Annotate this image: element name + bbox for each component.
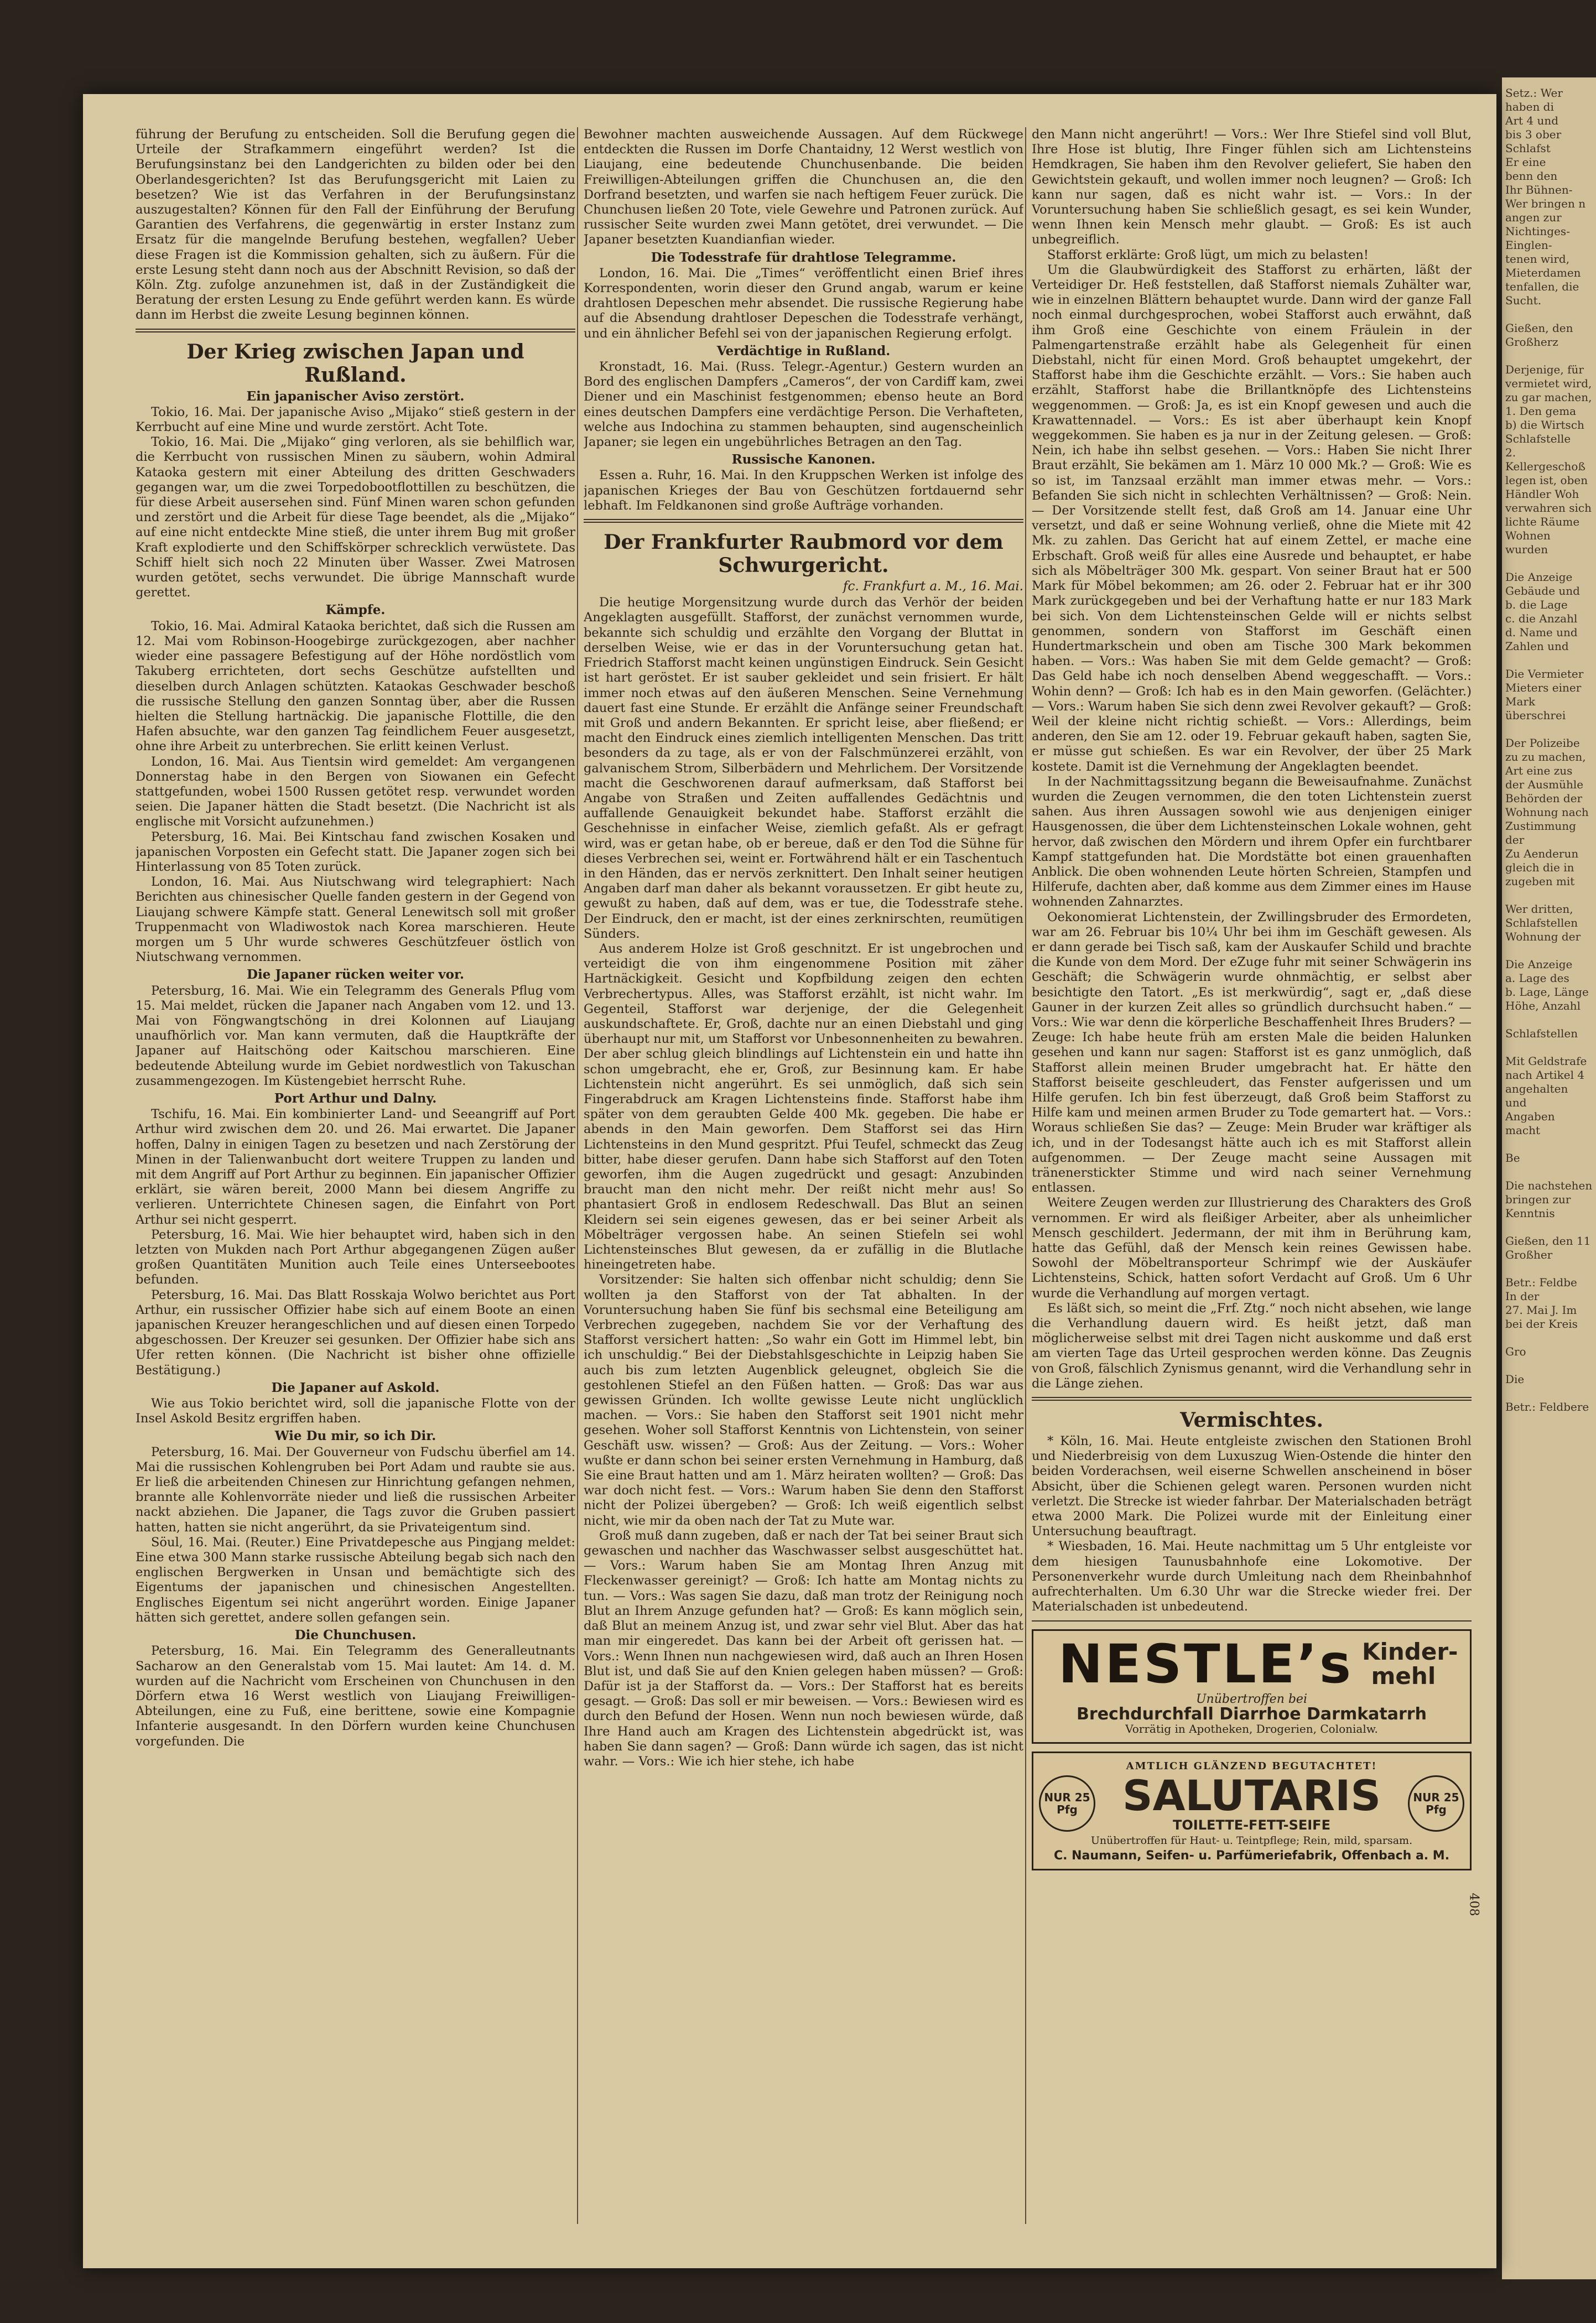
article-text: Es läßt sich, so meint die „Frf. Ztg.“ noch nicht absehen, wie lange die Verhandlung dauern wird. Es heißt jetzt, daß man möglicherweise selbst mit drei Tagen nicht auskomme und daß erst am vierten Tage das Urteil gesprochen werden könne. Das Zeugnis von Groß, fälschlich Zynismus genannt, wird die Verhandlung sehr in die Länge ziehen.	[1032, 1301, 1472, 1391]
salutaris-maker: C. Naumann, Seifen- u. Parfümeriefabrik, Offenbach a. M.	[1053, 1848, 1450, 1863]
article-text: Vorsitzender: Sie halten sich offenbar nicht schuldig; denn Sie wollten ja den Stafforst von der Tat abhalten. In der Voruntersuchung haben Sie fünf bis sechsmal eine Beteiligung am Verbrechen zugegeben, nachdem Sie vor der Verhaftung des Stafforst versichert hatten: „So wahr ein Gott im Himmel lebt, bin ich unschuldig.“ Bei der Diebstahlsgeschichte in Leipzig haben Sie auch bis zum letzten Augenblick geleugnet, obgleich Sie die gestohlenen Stiefel an den Füßen hatten. — Groß: Das war aus gewissen Gründen. Ich wollte gewisse Leute nicht unglücklich machen. — Vors.: Sie haben den Stafforst seit 1901 nicht mehr gesehen. Woher soll Stafforst Kenntnis von Lichtenstein, von seiner Geschäft usw. wissen? — Groß: Aus der Zeitung. — Vors.: Woher wußte er dann schon bei seiner ersten Vernehmung in Hamburg, daß Sie eine Braut hatten und am 1. März heiraten wollten? — Groß: Das war doch nicht fest. — Vors.: Warum haben Sie denn den Stafforst nicht der Polizei übergeben? — Groß: Ich weiß eigentlich selbst nicht, wie mir da oben nach der Tat zu Mute war.	[584, 1272, 1023, 1528]
article-text: * Köln, 16. Mai. Heute entgleiste zwischen den Stationen Brohl und Niederbreisig von dem Luxuszug Wien-Ostende die hinter den beiden Vorderachsen, weil eiserne Schwellen anscheinend in böser Absicht, über die Schienen gelegt waren. Personen wurden nicht verletzt. Die Strecke ist wieder fahrbar. Der Materialschaden beträgt etwa 2000 Mark. Die Polizei wurde mit der Einleitung einer Untersuchung beauftragt.	[1032, 1434, 1472, 1539]
divider	[1032, 1620, 1472, 1622]
column-2	[584, 127, 1023, 2230]
article-text: Kronstadt, 16. Mai. (Russ. Telegr.-Agentur.) Gestern wurden an Bord des englischen Dampfers „Cameros“, der von Cardiff kam, zwei Diener und ein Maschinist festgenommen; ebenso heute an Bord eines deutschen Dampfers eine verdächtige Person. Die Verhafteten, welche aus Indochina zu stammen behaupten, sind augenscheinlich Japaner; sie legen ein ungebührliches Betragen an den Tag.	[584, 360, 1023, 450]
section-title: Kämpfe.	[325, 602, 386, 618]
price-badge: NUR 25 Pfg	[1408, 1775, 1464, 1832]
article-text: führung der Berufung zu entscheiden. Soll die Berufung gegen die Urteile der Strafkammern eingeführt werden? Ist die Berufungsinstanz bei den Landgerichten zu bilden oder bei den Oberlandesgerichten? Ist das Berufungsgericht mit Laien zu besetzen? Wie ist das Verfahren in der Berufungsinstanz auszugestalten? Können für den Fall der Einführung der Berufung Garantien des Verfahrens, die gegenwärtig in erster Instanz zum Ersatz für die mangelnde Berufung bestehen, wegfallen? Ueber diese Fragen ist die Kommission gehalten, sich zu äußern. Für die erste Lesung steht dann noch aus der Abschnitt Revision, so daß der Köln. Ztg. zufolge anzunehmen ist, daß in der Zuständigkeit die Beratung der ersten Lesung zu Ende geführt werden kann. Es würde dann im Herbst die zweite Lesung beginnen können.	[136, 127, 575, 323]
column-1	[136, 127, 575, 2230]
nestle-line: Brechdurchfall Diarrhoe Darmkatarrh	[1077, 1704, 1427, 1724]
article-text: Oekonomierat Lichtenstein, der Zwillingsbruder des Ermordeten, war am 26. Februar bis 10¼ Uhr bei ihm im Geschäft gewesen. Als er dann gerade bei Tisch saß, kam der Auskaufer Schild und brachte die Kunde von dem Mord. Der eZuge fuhr mit seiner Schwägerin ins Geschäft; die Schwägerin wurde ohnmächtig, er selbst aber besichtigte den Tatort. „Es ist merkwürdig“, sagt er, „daß diese Gauner in der kurzen Zeit alles so gründlich durchsucht haben.“ — Vors.: Wie war denn die körperliche Beschaffenheit Ihres Bruders? — Zeuge: Ich habe heute früh am ersten Male die beiden Halunken gesehen und kann nur sagen: Stafforst ist es ganz unmöglich, daß Stafforst allein meinen Bruder umgebracht hat. Er hätte den Stafforst beiseite geschleudert, das Fenster aufgerissen und um Hilfe gerufen. Ich bin fest überzeugt, daß Groß beim Stafforst zu Hilfe kam und meinen armen Bruder zu Tode gemartert hat. — Vors.: Woraus schließen Sie das? — Zeuge: Mein Bruder war kräftiger als ich, und in der Todesangst hätte auch ich es mit Stafforst allein aufgenommen. — Der Zeuge macht seine Aussagen mit tränenerstickter Stimme und wird nach seiner Vernehmung entlassen.	[1032, 910, 1472, 1196]
advertisement-salutaris	[1032, 1752, 1472, 1870]
column-rule	[577, 127, 578, 2224]
article-text: Söul, 16. Mai. (Reuter.) Eine Privatdepesche aus Pingjang meldet: Eine etwa 300 Mann starke russische Abteilung begab sich nach den englischen Bergwerken in Unsan und bemächtigte sich des Eigentums der japanischen und chinesischen Angestellten. Englisches Eigentum sei nicht angerührt worden. Einige Japaner hätten sich gerettet, andere sollen gefangen sein.	[136, 1535, 575, 1625]
article-text: Petersburg, 16. Mai. Das Blatt Rosskaja Wolwo berichtet aus Port Arthur, ein russischer Offizier habe sich auf einem Boote an einen japanischen Kreuzer herangeschlichen und auf diesen einen Torpedo abgeschossen. Der Kreuzer sei gesunken. Der Offizier habe sich ans Ufer retten können. (Die Nachricht ist bisher ohne offizielle Bestätigung.)	[136, 1287, 575, 1378]
salutaris-brand: SALUTARIS	[1122, 1771, 1381, 1821]
article-text: Um die Glaubwürdigkeit des Stafforst zu erhärten, läßt der Verteidiger Dr. Heß feststellen, daß Stafforst niemals Zuhälter war, wie in einzelnen Blättern behauptet wurde. Dann wird der ganze Fall noch einmal durchgesprochen, wobei Stafforst auch erwähnt, daß ihm Groß eine Geschichte von einem Fräulein in der Palmengartenstraße erzählt habe als Gelegenheit für einen Diebstahl, nicht für einen Mord. Groß behauptet umgekehrt, der Stafforst habe ihm die Geschichte erzählt. — Vors.: Sie haben auch erzählt, Stafforst habe die Brillantknöpfe des Lichtensteins weggenommen. — Groß: Ja, es ist ein Knopf gewesen und auch die Krawattennadel. — Vors.: Es ist aber überhaupt kein Knopf weggekommen. Sie haben es ja nur in der Zeitung gelesen. — Groß: Nein, ich habe ihn selbst gesehen. — Vors.: Haben Sie nicht Ihrer Braut erzählt, Sie bekämen am 1. März 10 000 Mk.? — Groß: Wie es so ist, im Tanzsaal erzählt man immer etwas mehr. — Vors.: Befanden Sie sich nicht in schlechten Verhältnissen? — Groß: Nein. — Der Vorsitzende stellt fest, daß Groß am 14. Januar eine Uhr versetzt, und daß er seine Wohnung verließ, ohne die Miete mit 42 Mk. zu zahlen. Das Gericht hat auf einem Zettel, er mache eine Erbschaft. Groß weiß für alles eine Ausrede und behauptet, er habe sich als Möbelträger 300 Mk. gespart. Von seiner Braut hat er 500 Mark für Möbel bekommen; am 26. oder 2. Februar hat er ihr 300 Mark zurückgegeben und bei der Verhaftung hatte er nur 183 Mark bei sich. Von dem Lichtensteinschen Gelde will er nichts selbst genommen, sondern von Stafforst im Geschäft einen Hundertmarkschein und oben am Tische 300 Mark bekommen haben. — Vors.: Was haben Sie mit dem Gelde gemacht? — Groß: Das Geld habe ich noch denselben Abend weggeschafft. — Vors.: Wohin denn? — Groß: Ich hab es in den Main geworfen. (Gelächter.) — Vors.: Warum haben Sie sich denn zwei Revolver gekauft? — Groß: Weil der kleine nicht richtig schießt. — Vors.: Allerdings, beim anderen, den Sie am 12. oder 19. Februar gekauft haben, sagten Sie, er müsse gut schießen. Es war ein Revolver, der über 25 Mark kostete. Damit ist die Vernehmung der Angeklagten beendet.	[1032, 262, 1472, 774]
article-text: Groß muß dann zugeben, daß er nach der Tat bei seiner Braut sich gewaschen und nachher das Waschwasser selbst ausgeschüttet hat. — Vors.: Warum haben Sie am Montag Ihren Anzug mit Fleckenwasser gereinigt? — Groß: Ich hatte am Montag nichts zu tun. — Vors.: Was sagen Sie dazu, daß man trotz der Reinigung noch Blut an Ihrem Anzuge gefunden hat? — Groß: Es kann möglich sein, daß Blut an meinem Anzug ist, und zwar sehr viel Blut. Aber das hat man mir eingeredet. Das kann bei der Arbeit oft gerissen hat. — Vors.: Wenn Ihnen nun nachgewiesen wird, daß auch an Ihren Hosen Blut ist, und daß Sie auf den Knien gelegen haben müssen? — Groß: Dafür ist ja der Stafforst da. — Vors.: Der Stafforst hat es bereits gesagt. — Groß: Das soll er mir beweisen. — Vors.: Bewiesen wird es durch den Befund der Hosen. Wenn nun noch bewiesen würde, daß Ihre Hand auch am Kragen des Lichtenstein abgedrückt ist, was haben Sie dann sagen? — Groß: Dann würde ich sagen, das ist nicht wahr. — Vors.: Wie ich hier stehe, ich habe	[584, 1528, 1023, 1769]
article-text: Bewohner machten ausweichende Aussagen. Auf dem Rückwege entdeckten die Russen im Dorfe Chantaidny, 12 Werst westlich von Liaujang, eine bedeutende Chunchusenbande. Die beiden Freiwilligen-Abteilungen griffen die Chunchusen an, die den Dorfrand besetzten, und warfen sie nach heftigem Feuer zurück. Die Chunchusen ließen 20 Tote, viele Gewehre und Patronen zurück. Auf russischer Seite wurden zwei Mann getötet, drei verwundet. — Die Japaner besetzten Kuandianfian wieder.	[584, 127, 1023, 247]
article-text: Tokio, 16. Mai. Der japanische Aviso „Mijako“ stieß gestern in der Kerrbucht auf eine Mine und wurde zerstört. Acht Tote.	[136, 404, 575, 435]
price-badge: NUR 25 Pfg	[1039, 1775, 1095, 1832]
headline-murder-trial: Der Frankfurter Raubmord vor dem Schwurgericht.	[604, 531, 1004, 578]
article-text: Petersburg, 16. Mai. Ein Telegramm des Generalleutnants Sacharow an den Generalstab vom 15. Mai lautet: Am 14. d. M. wurden auf die Nachricht vom Erscheinen von Chunchusen in den Dörfern etwa 16 Werst westlich von Liaujang Freiwilligen-Abteilungen, eine zu Fuß, eine berittene, sowie eine Kompagnie Infanterie ausgesandt. In den Dörfern wurden keine Chunchusen vorgefunden. Die	[136, 1644, 575, 1749]
adjacent-page-fragment	[1502, 77, 1596, 2279]
article-text: Petersburg, 16. Mai. Bei Kintschau fand zwischen Kosaken und japanischen Vorposten ein Gefecht statt. Die Japaner zogen sich bei Hinterlassung von 85 Toten zurück.	[136, 829, 575, 874]
section-title: Die Japaner rücken weiter vor.	[247, 967, 464, 983]
section-title: Verdächtige in Rußland.	[716, 343, 891, 358]
adjacent-page-text: Setz.: Wer haben di Art 4 und bis 3 ober Schlafst Er eine benn den Ihr Bühnen- Wer bringen n angen zur Nichtinges- Einglen- tenen wird, Mieterdamen tenfallen, die Sucht. Gießen, den Großherz Derjenige, für vermietet wird, zu gar machen, 1. Den gema b) die Wirtsch Schlafstelle 2. Kellergeschoß legen ist, oben Händler Woh verwahren sich lichte Räume Wohnen wurden Die Anzeige Gebäude und b. die Lage c. die Anzahl d. Name und Zahlen und Die Vermieter Mieters einer Mark überschrei Der Polizeibe zu zu machen, Art eine zus der Ausmühle Behörden der Wohnung nach Zustimmung der Zu Aenderun gleich die in zugeben mit Wer dritten, Schlafstellen Wohnung der Die Anzeige a. Lage des b. Lage, Länge Höhe, Anzahl Schlafstellen Mit Geldstrafe nach Artikel 4 angehalten und Angaben macht Be Die nachstehen bringen zur Kenntnis Gießen, den 11 Großher Betr.: Feldbe In der 27. Mai J. Im bei der Kreis Gro Die Betr.: Feldbere	[1505, 86, 1593, 1413]
salutaris-tagline: AMTLICH GLÄNZEND BEGUTACHTET!	[1126, 1760, 1377, 1773]
article-text: Petersburg, 16. Mai. Der Gouverneur von Fudschu überfiel am 14. Mai die russischen Kohlengruben bei Port Adam und raubte sie aus. Er ließ die arbeitenden Chinesen zur Hinrichtung gefangen nehmen, brannte alle Kohlenvorräte nieder und ließ die russischen Arbeiter nackt abziehen. Die Japaner, die Tags zuvor die Gruben passiert hatten, hatten sie nicht angerührt, da sie Privateigentum sind.	[136, 1444, 575, 1535]
nestle-line: Vorrätig in Apotheken, Drogerien, Colonialw.	[1125, 1722, 1378, 1735]
divider	[1032, 1397, 1472, 1401]
newspaper-page	[83, 94, 1496, 2268]
section-title: Die Japaner auf Askold.	[271, 1380, 440, 1395]
salutaris-product: TOILETTE-FETT-SEIFE	[1173, 1817, 1330, 1833]
article-text: Weitere Zeugen werden zur Illustrierung des Charakters des Groß vernommen. Er wird als fleißiger Arbeiter, aber als unheimlicher Mensch geschildert. Jedermann, der mit ihm in Berührung kam, hatte das Gefühl, daß der Mensch kein reines Gewissen habe. Sowohl der Möbeltransporteur Schrimpf wie der Auskäufer Lichtensteins, Schick, hatten sofort Verdacht auf Groß. Um 6 Uhr wurde die Verhandlung auf morgen vertagt.	[1032, 1196, 1472, 1301]
page-number: 408	[1467, 1893, 1481, 1916]
nestle-product: Kinder-mehl	[1361, 1638, 1458, 1690]
headline-miscellaneous: Vermischtes.	[1180, 1409, 1323, 1432]
article-text: Tokio, 16. Mai. Die „Mijako“ ging verloren, als sie behilflich war, die Kerrbucht von russischen Minen zu säubern, wohin Admiral Kataoka gestern mit einer Abteilung des dritten Geschwaders gegangen war, um die zwei Torpedobootflottillen zu beschützen, die für diese Arbeit ausersehen sind. Fünf Minen waren schon gefunden und zerstört und die Arbeit für diese Tage beendet, als die „Mijako“ auf eine nicht entdeckte Mine stieß, die unter ihrem Bug mit großer Kraft explodierte und den Schiffskörper schrecklich verwüstete. Das Schiff hielt sich noch 22 Minuten über Wasser. Zwei Matrosen wurden getötet, sechs verwundet. Die übrige Mannschaft wurde gerettet.	[136, 435, 575, 600]
article-text: Petersburg, 16. Mai. Wie hier behauptet wird, haben sich in den letzten von Mukden nach Port Arthur abgegangenen Zügen außer großen Quantitäten Munition auch Teile eines Unterseebootes befunden.	[136, 1227, 575, 1287]
nestle-brand-row	[1039, 1633, 1464, 1695]
article-text: Tokio, 16. Mai. Admiral Kataoka berichtet, daß sich die Russen am 12. Mai vom Robinson-Hoogebirge zurückgezogen, aber nachher wieder eine passagere Befestigung auf der Höhe nordöstlich vom Takuberg errichteten, dort sechs Geschütze aufstellten und dieselben durch Anlagen schützten. Kataokas Geschwader beschoß die russische Stellung den ganzen Sonntag über, aber die Russen hielten die Stellung hartnäckig. Die japanische Flottille, die den Hafen absuchte, war den ganzen Tag feindlichem Feuer ausgesetzt, ohne ihre Arbeit zu unterbrechen. Sie erlitt keinen Verlust.	[136, 619, 575, 754]
article-text: London, 16. Mai. Aus Tientsin wird gemeldet: Am vergangenen Donnerstag habe in den Bergen von Siowanen ein Gefecht stattgefunden, wobei 1500 Russen getötet resp. verwundet worden seien. Die Japaner hätten die Stadt besetzt. (Die Nachricht ist als englische mit Vorsicht aufzunehmen.)	[136, 754, 575, 829]
column-3	[1032, 127, 1472, 2230]
nestle-line: Unübertroffen bei	[1195, 1692, 1307, 1706]
divider	[584, 519, 1023, 523]
salutaris-description: Unübertroffen für Haut- u. Teintpflege; Rein, mild, sparsam.	[1090, 1834, 1413, 1847]
nestle-brand: NESTLE’s	[1058, 1633, 1353, 1695]
article-text: Petersburg, 16. Mai. Wie ein Telegramm des Generals Pflug vom 15. Mai meldet, rücken die Japaner nach Angaben vom 12. und 13. Mai von Föngwangtschöng in drei Kolonnen auf Liaujang unaufhörlich vor. Man kann vermuten, daß die Hauptkräfte der Japaner auf Haitschöng oder Kaitschou marschieren. Eine bedeutende Abteilung wurde im Gebiet nordwestlich von Takuschan zusammengezogen. Im Küstengebiet herrscht Ruhe.	[136, 983, 575, 1088]
section-title: Port Arthur und Dalny.	[274, 1090, 437, 1106]
article-text: Aus anderem Holze ist Groß geschnitzt. Er ist ungebrochen und verteidigt die von ihm eingenommene Position mit zäher Hartnäckigkeit. Gesicht und Kopfbildung zeigen den echten Verbrechertypus. Alles, was Stafforst erzählt, ist nicht wahr. Im Gegenteil, Stafforst war derjenige, der die Gelegenheit auskundschaftete. Er, Groß, dachte nur an einen Diebstahl und ging überhaupt nur mit, um Stafforst vor Unbesonnenheiten zu bewahren. Der aber schlug gleich blindlings auf Lichtenstein ein und hatte ihn schon umgebracht, ehe er, Groß, zur Besinnung kam. Er habe Lichtenstein nicht angerührt. Es sei unmöglich, daß sich sein Fingerabdruck am Kragen Lichtensteins finde. Stafforst habe ihm später von dem geraubten Gelde 400 Mk. gegeben. Die habe er abends in den Main geworfen. Dem Stafforst sei das Hirn Lichtensteins in den Mund gespritzt. Pfui Teufel, schmeckt das Zeug bitter, habe dieser gerufen. Dann habe sich Stafforst auf den Toten geworfen, ihm die Augen zugedrückt und gesagt: Anzubinden braucht man den nicht mehr. Der reißt nicht mehr aus! So phantasiert Groß in endlosem Redeschwall. Das Blut an seinen Kleidern sei sein eigenes gewesen, das er bei seiner Arbeit als Möbelträger vergossen habe. An seinen Stiefeln sei wohl Lichtensteinsches Blut gewesen, da er zufällig in die Blutlache hineingetreten habe.	[584, 941, 1023, 1272]
salutaris-brand-block	[1122, 1771, 1381, 1833]
dateline: fc. Frankfurt a. M., 16. Mai.	[843, 579, 1023, 594]
section-title: Die Chunchusen.	[294, 1628, 417, 1643]
article-text: den Mann nicht angerührt! — Vors.: Wer Ihre Stiefel sind voll Blut, Ihre Hose ist blutig, Ihre Finger fühlen sich am Lichtensteins Hemdkragen, Sie haben ihm den Revolver geliefert, Sie haben den Gewichtstein gekauft, und wollen immer noch leugnen? — Groß: Ich kann nur sagen, daß es nicht wahr ist. — Vors.: In der Voruntersuchung haben Sie schließlich gesagt, es sei kein Wunder, wenn Ihnen kein Mensch mehr glaubt. — Groß: Es ist auch unbegreiflich.	[1032, 127, 1472, 247]
section-title: Die Todesstrafe für drahtlose Telegramme.	[651, 250, 956, 265]
article-text: Stafforst erklärte: Groß lügt, um mich zu belasten!	[1047, 247, 1369, 262]
article-text: * Wiesbaden, 16. Mai. Heute nachmittag um 5 Uhr entgleiste vor dem hiesigen Taunusbahnhofe eine Lokomotive. Der Personenverkehr wurde durch Umleitung nach dem Rheinbahnhof aufrechterhalten. Um 6.30 Uhr war die Strecke wieder frei. Der Materialschaden ist unbedeutend.	[1032, 1539, 1472, 1614]
advertisement-nestle	[1032, 1629, 1472, 1744]
article-text: Wie aus Tokio berichtet wird, soll die japanische Flotte von der Insel Askold Besitz ergriffen haben.	[136, 1396, 575, 1426]
section-title: Wie Du mir, so ich Dir.	[274, 1428, 436, 1444]
article-text: In der Nachmittagssitzung begann die Beweisaufnahme. Zunächst wurden die Zeugen vernommen, die den toten Lichtenstein zuerst sahen. Aus ihren Aussagen sowohl wie aus denjenigen einiger Hausgenossen, die über dem Lichtensteinschen Lokale wohnen, geht hervor, daß zwischen den Mördern und ihrem Opfer ein furchtbarer Kampf stattgefunden hat. Die Mordstätte bot einen grauenhaften Anblick. Die oben wohnenden Leute hörten Schreien, Stampfen und Hilferufe, dachten aber, daß komme aus dem Zimmer eines im Hause wohnenden Zahnarztes.	[1032, 774, 1472, 910]
article-text: London, 16. Mai. Aus Niutschwang wird telegraphiert: Nach Berichten aus chinesischer Quelle fanden gestern in der Gegend von Liaujang schwere Kämpfe statt. General Lenewitsch soll mit großer Truppenmacht von Wladiwostok nach Korea marschieren. Heute morgen um 5 Uhr wurde schweres Geschützfeuer östlich von Niutschwang vernommen.	[136, 875, 575, 965]
article-text: Tschifu, 16. Mai. Ein kombinierter Land- und Seeangriff auf Port Arthur wird zwischen dem 20. und 26. Mai erwartet. Die Japaner hoffen, Dalny in einigen Tagen zu besetzen und nach Zerstörung der Minen in der Talienwanbucht dort weitere Truppen zu landen und mit dem Angriff auf Port Arthur zu beginnen. Ein japanischer Offizier erklärt, sie wären bereit, 2000 Mann bei diesem Angriffe zu verlieren. Unterrichtete Chinesen sagen, die Einfahrt von Port Arthur sei nicht gesperrt.	[136, 1107, 575, 1227]
section-title: Russische Kanonen.	[731, 452, 876, 467]
salutaris-brand-row	[1039, 1771, 1464, 1833]
article-text: London, 16. Mai. Die „Times“ veröffentlicht einen Brief ihres Korrespondenten, worin dieser den Grund angab, warum er keine drahtlosen Depeschen mehr absendet. Die russische Regierung habe auf die Absendung drahtloser Depeschen die Todesstrafe verhängt, und ein ähnlicher Befehl sei von der japanischen Regierung erfolgt.	[584, 266, 1023, 341]
section-title: Ein japanischer Aviso zerstört.	[246, 388, 465, 404]
article-text: Essen a. Ruhr, 16. Mai. In den Kruppschen Werken ist infolge des japanischen Krieges der Bau von Geschützen fortdauernd sehr lebhaft. Im Feldkanonen sind große Aufträge vorhanden.	[584, 468, 1023, 513]
headline-war: Der Krieg zwischen Japan und Rußland.	[186, 340, 524, 387]
divider	[136, 329, 575, 332]
column-rule	[1025, 127, 1026, 2224]
article-text: Die heutige Morgensitzung wurde durch das Verhör der beiden Angeklagten ausgefüllt. Stafforst, der zunächst vernommen wurde, bekannte sich schuldig und erzählte den Vorgang der Bluttat in derselben Weise, wie er das in der Voruntersuchung getan hat. Friedrich Stafforst macht keinen ungünstigen Eindruck. Sein Gesicht ist hart geröstet. Er ist sauber gekleidet und sein frisiert. Er hält immer noch etwas auf den äußeren Menschen. Seine Vernehmung dauert fast eine Stunde. Er erzählt die Anfänge seiner Freundschaft mit Groß und andern Bekannten. Er spricht leise, aber fließend; er macht den Eindruck eines ziemlich intelligenten Menschen. Das tritt besonders da zu tage, als er von der Falschmünzerei erzählt, von galvanischem Strom, Silberbädern und Mehrlichem. Der Vorsitzende macht die Geschworenen darauf aufmerksam, daß Stafforst bei Angabe von Straßen und Zeiten auffallendes Gedächtnis und auffallende Genauigkeit bekundet habe. Stafforst erzählt die Geschehnisse in einfacher Weise, ziemlich gefaßt. Als er gefragt wird, was er getan habe, ob er bereue, daß er den Tod die Sühne für dieses Verbrechen sei, weint er. Fortwährend hält er ein Taschentuch in den Händen, das er nervös zerknittert. Den Inhalt seiner heutigen Angaben darf man daher als bekannt voraussetzen. Er gibt heute zu, gewußt zu haben, daß auf dem, was er tue, die Todesstrafe stehe. Der Eindruck, den er macht, ist der eines zerknirschten, reumütigen Sünders.	[584, 595, 1023, 941]
